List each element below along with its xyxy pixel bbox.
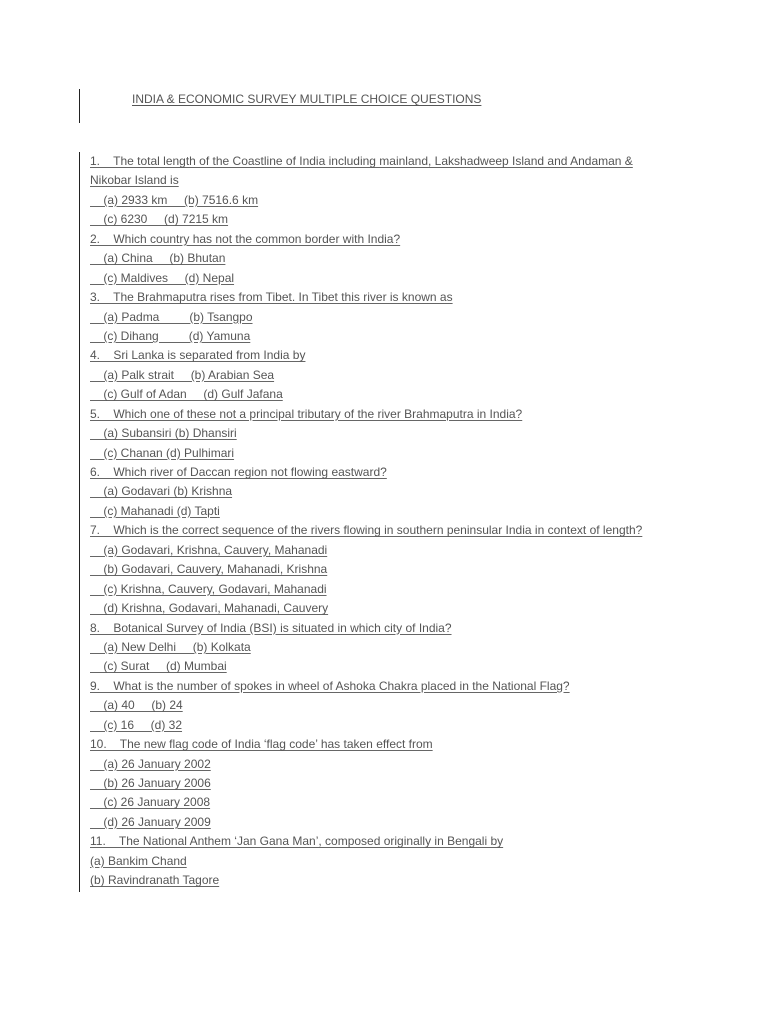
text-line: (c) Krishna, Cauvery, Godavari, Mahanadi bbox=[90, 581, 327, 596]
text-line: (d) Krishna, Godavari, Mahanadi, Cauvery bbox=[90, 601, 329, 616]
text-line: (b) Ravindranath Tagore bbox=[90, 873, 220, 888]
text-line: (c) Gulf of Adan (d) Gulf Jafana bbox=[90, 387, 283, 402]
text-line: (c) 6230 (d) 7215 km bbox=[90, 212, 229, 227]
text-line: 11. The National Anthem ‘Jan Gana Man’, composed originally in Bengali by bbox=[90, 834, 504, 849]
text-line: (c) Surat (d) Mumbai bbox=[90, 659, 227, 674]
text-line: (c) Dihang (d) Yamuna bbox=[90, 328, 251, 343]
text-line: 1. The total length of the Coastline of India including mainland, Lakshadweep Island and Andaman & bbox=[90, 154, 633, 168]
text-line: (a) Bankim Chand bbox=[90, 853, 187, 868]
margin-bar-main bbox=[79, 152, 80, 892]
text-line: 4. Sri Lanka is separated from India by bbox=[90, 348, 306, 363]
text-line: 9. What is the number of spokes in wheel of Ashoka Chakra placed in the National Flag? bbox=[90, 678, 570, 693]
text-line: (c) Maldives (d) Nepal bbox=[90, 270, 235, 285]
document-title: INDIA & ECONOMIC SURVEY MULTIPLE CHOICE QUESTIONS bbox=[132, 92, 482, 106]
text-line: 6. Which river of Daccan region not flowing eastward? bbox=[90, 465, 387, 479]
text-line: (b) Godavari, Cauvery, Mahanadi, Krishna bbox=[90, 562, 328, 577]
text-line: (a) Padma (b) Tsangpo bbox=[90, 309, 253, 324]
text-line: (a) 40 (b) 24 bbox=[90, 698, 183, 713]
text-line: 8. Botanical Survey of India (BSI) is situated in which city of India? bbox=[90, 620, 452, 635]
text-line: 5. Which one of these not a principal tributary of the river Brahmaputra in India? bbox=[90, 406, 523, 421]
text-line: (a) Godavari, Krishna, Cauvery, Mahanadi bbox=[90, 542, 328, 557]
text-line: (a) 2933 km (b) 7516.6 km bbox=[90, 192, 259, 207]
text-line: (a) Subansiri (b) Dhansiri bbox=[90, 426, 237, 441]
text-line: 10. The new flag code of India ‘flag code’ has taken effect from bbox=[90, 737, 433, 752]
text-line: 2. Which country has not the common border with India? bbox=[90, 231, 401, 246]
text-line: Nikobar Island is bbox=[90, 173, 179, 188]
text-line: (c) Chanan (d) Pulhimari bbox=[90, 445, 235, 460]
text-line: (a) 26 January 2002 bbox=[90, 756, 211, 771]
text-line: (d) 26 January 2009 bbox=[90, 814, 211, 829]
text-line: 3. The Brahmaputra rises from Tibet. In Tibet this river is known as bbox=[90, 290, 453, 305]
text-line: (c) 26 January 2008 bbox=[90, 795, 211, 810]
text-line: 7. Which is the correct sequence of the rivers flowing in southern peninsular India in context of length? bbox=[90, 523, 643, 538]
text-line: (c) Mahanadi (d) Tapti bbox=[90, 503, 220, 518]
text-line: (a) New Delhi (b) Kolkata bbox=[90, 639, 251, 654]
text-line: (a) Palk strait (b) Arabian Sea bbox=[90, 367, 275, 382]
text-line: (a) China (b) Bhutan bbox=[90, 251, 226, 266]
text-line: (b) 26 January 2006 bbox=[90, 776, 211, 790]
text-line: (a) Godavari (b) Krishna bbox=[90, 484, 233, 499]
question-list bbox=[90, 152, 690, 891]
text-line: (c) 16 (d) 32 bbox=[90, 717, 183, 732]
margin-bar-top bbox=[79, 89, 80, 123]
